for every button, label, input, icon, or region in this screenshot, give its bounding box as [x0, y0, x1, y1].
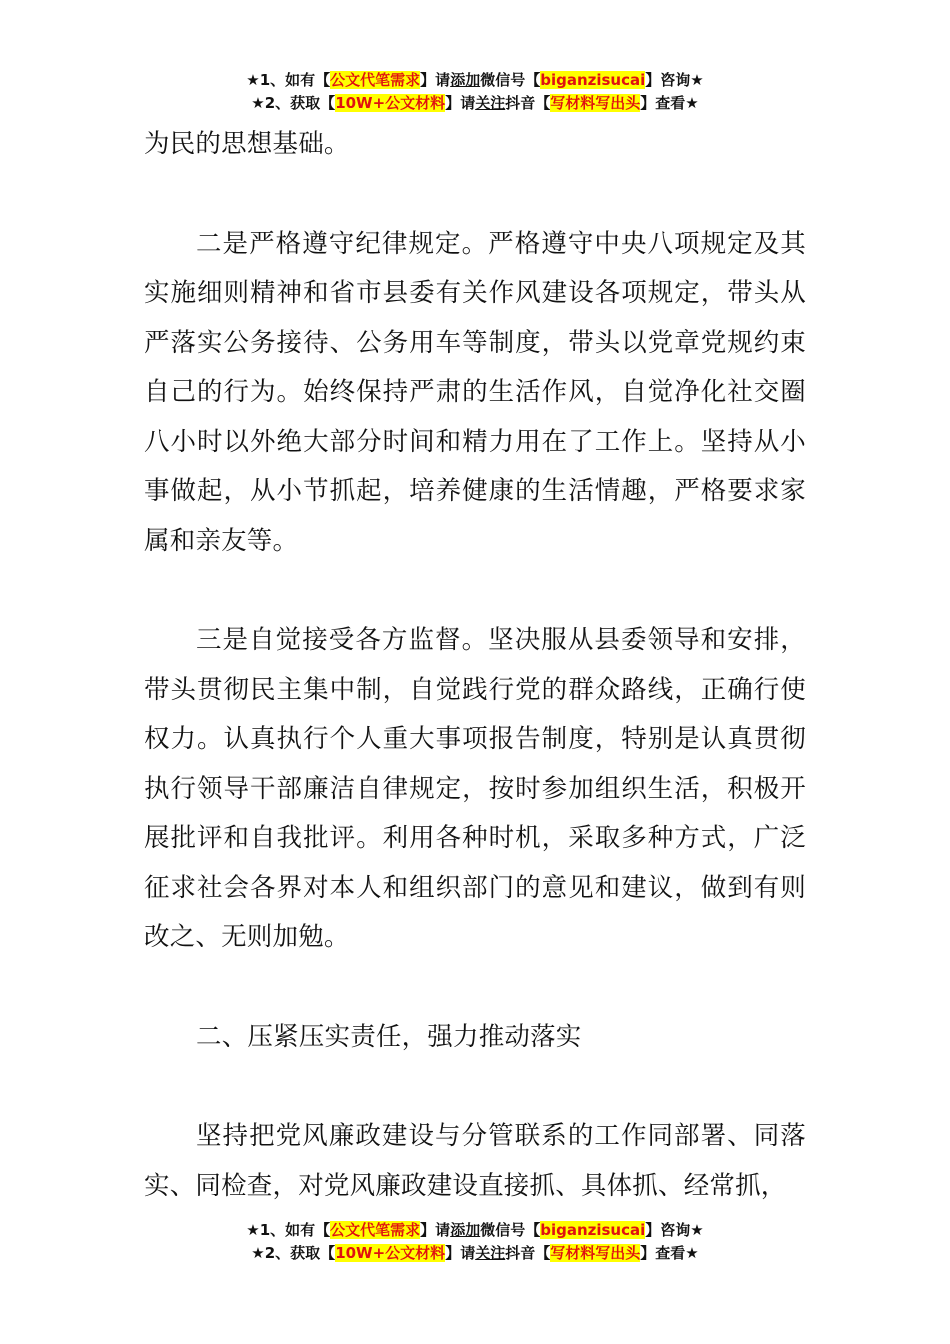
highlight-tag: 公文代笔需求: [330, 71, 421, 89]
highlight-tag: 10W+公文材料: [335, 94, 446, 112]
highlight-tag: 公文代笔需求: [330, 1221, 421, 1239]
document-body: [144, 120, 806, 1211]
banner-line-1: ★1、如有【公文代笔需求】请添加微信号【biganzisucai】咨询★: [246, 71, 704, 89]
wechat-id: biganzisucai: [540, 1221, 646, 1239]
paragraph-supervision: 三是自觉接受各方监督。坚决服从县委领导和安排，带头贯彻民主集中制，自觉践行党的群众路线，正确行使权力。认真执行个人重大事项报告制度，特别是认真贯彻执行领导干部廉洁自律规定，按时参加组织生活，积极开展批评和自我批评。利用各种时机，采取多种方式，广泛征求社会各界对本人和组织部门的意见和建议，做到有则改之、无则加勉。: [144, 625, 806, 952]
wechat-id: biganzisucai: [540, 71, 646, 89]
highlight-tag: 10W+公文材料: [335, 1244, 446, 1262]
douyin-id: 写材料写出头: [550, 1244, 641, 1262]
paragraph-continuation: 为民的思想基础。: [144, 129, 350, 159]
banner-line-1: ★1、如有【公文代笔需求】请添加微信号【biganzisucai】咨询★: [246, 1221, 704, 1239]
section-heading: 二、压紧压实责任，强力推动落实: [196, 1021, 582, 1052]
banner-line-2: ★2、获取【10W+公文材料】请关注抖音【写材料写出头】查看★: [251, 1244, 699, 1262]
paragraph-responsibility: 坚持把党风廉政建设与分管联系的工作同部署、同落实、同检查，对党风廉政建设直接抓、具体抓、经常抓，: [144, 1121, 806, 1201]
header-banner: [0, 69, 950, 115]
footer-banner: [0, 1219, 950, 1265]
paragraph-discipline: 二是严格遵守纪律规定。严格遵守中央八项规定及其实施细则精神和省市县委有关作风建设各项规定，带头从严落实公务接待、公务用车等制度，带头以党章党规约束自己的行为。始终保持严肃的生活作风，自觉净化社交圈八小时以外绝大部分时间和精力用在了工作上。坚持从小事做起，从小节抓起，培养健康的生活情趣，严格要求家属和亲友等。: [144, 228, 806, 556]
banner-line-2: ★2、获取【10W+公文材料】请关注抖音【写材料写出头】查看★: [251, 94, 699, 112]
douyin-id: 写材料写出头: [550, 94, 641, 112]
